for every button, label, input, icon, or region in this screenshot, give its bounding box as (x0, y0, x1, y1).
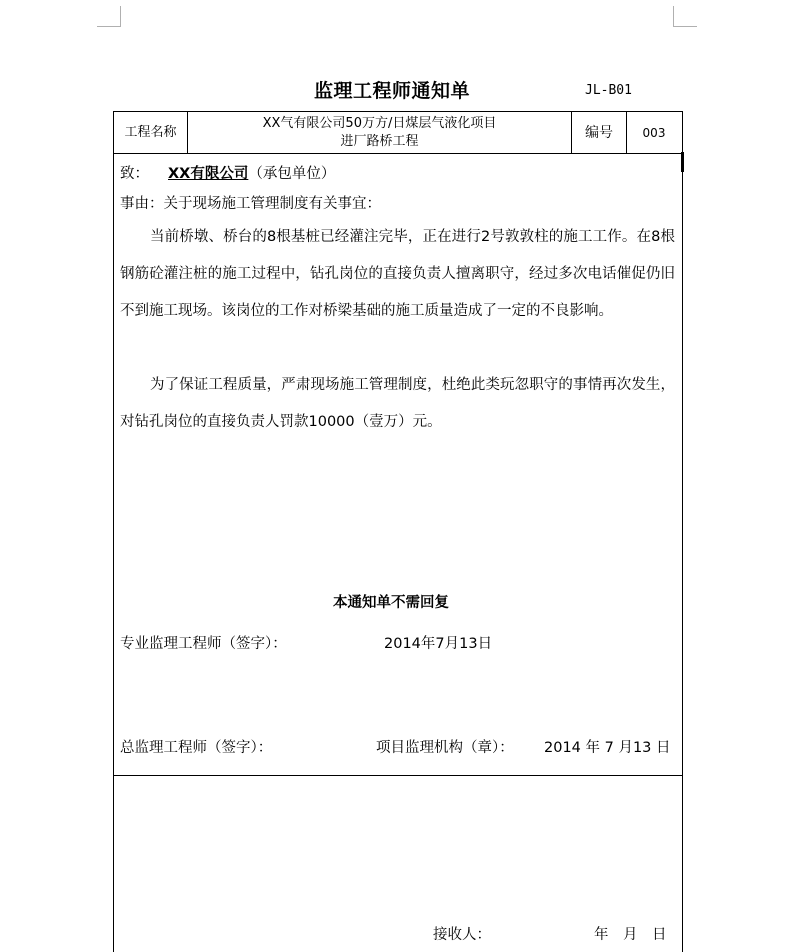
crop-mark-top-right-h (673, 26, 697, 27)
project-name-line1: XX气有限公司50万方/日煤层气液化项目 (262, 115, 497, 131)
supervision-org-seal-label: 项目监理机构（章）： (376, 740, 514, 756)
number-label-text: 编号 (585, 124, 613, 141)
engineer-signature-label: 专业监理工程师（签字）： (120, 636, 287, 652)
no-reply-note: 本通知单不需回复 (333, 595, 449, 611)
notice-paragraph-1: 当前桥墩、桥台的8根基桩已经灌注完毕，正在进行2号敦敦柱的施工工作。在8根钢筋砼灌注桩的施工过程中，钻孔岗位的直接负责人擅离职守，经过多次电话催促仍旧不到施工现场。该岗位的工作对桥梁基础的施工质量造成了一定的不良影响。 (120, 229, 675, 319)
addressee-prefix: 致： (120, 166, 149, 182)
number-value-text: 003 (642, 125, 666, 140)
crop-mark-top-left-h (97, 26, 121, 27)
notice-paragraph-2: 为了保证工程质量，严肃现场施工管理制度，杜绝此类玩忽职守的事情再次发生，对钻孔岗位的直接负责人罚款10000（壹万）元。 (120, 377, 675, 430)
document-title: 监理工程师通知单 (314, 80, 471, 102)
receiver-label: 接收人： (433, 927, 491, 943)
form-code: JL-B01 (585, 83, 632, 98)
addressee-company: XX有限公司 (168, 166, 249, 182)
crop-mark-top-left-v (120, 6, 121, 26)
engineer-signature-date: 2014年7月13日 (384, 636, 493, 652)
receiver-date: 年 月 日 (594, 927, 667, 943)
number-label (572, 112, 626, 153)
addressee-role: （承包单位） (248, 166, 336, 182)
addressee-line (120, 162, 335, 183)
project-name-value (188, 112, 571, 153)
project-name-label-text: 工程名称 (124, 124, 177, 140)
receiver-section-divider (113, 775, 682, 776)
number-value (627, 112, 681, 153)
header-row-divider (113, 153, 682, 154)
subject-line: 事由：关于现场施工管理制度有关事宜： (120, 196, 381, 212)
cursor-bar (681, 152, 684, 172)
crop-mark-top-right-v (673, 6, 674, 26)
supervision-org-seal-date: 2014 年 7 月13 日 (544, 740, 671, 756)
project-name-label (114, 112, 187, 153)
chief-engineer-signature-label: 总监理工程师（签字）： (120, 740, 273, 756)
project-name-line2: 进厂路桥工程 (340, 133, 419, 149)
